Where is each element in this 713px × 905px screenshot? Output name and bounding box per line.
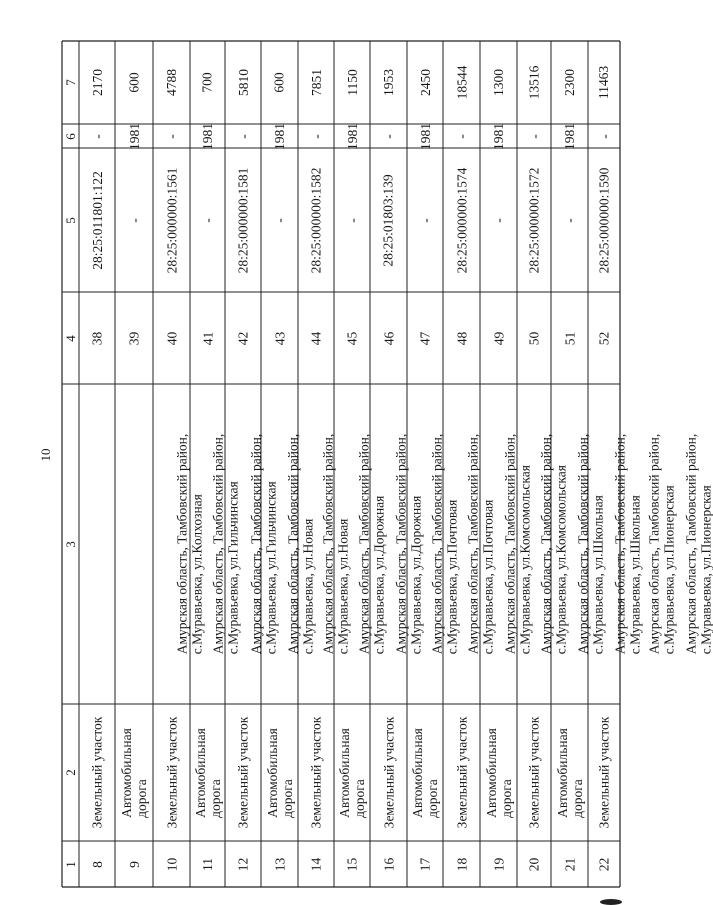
table-cell-idx: 50: [526, 331, 542, 345]
table-cell-type: Земельный участок: [596, 716, 612, 829]
table-cell-type: [334, 704, 370, 841]
table-cell-cad: -: [562, 217, 577, 223]
table-cell-area: 4788: [164, 69, 179, 96]
table-cell-cad: 28:25:000000:1582: [308, 167, 324, 273]
address-line-1: Амурская область, Тамбовский район,: [210, 433, 226, 655]
type-line-1: Автомобильная: [192, 727, 208, 818]
table-cell-area: 700: [200, 72, 215, 93]
table-cell-area: 5810: [235, 69, 251, 96]
table-cell-year: -: [89, 133, 105, 139]
column-header: [62, 292, 79, 384]
table-cell-cad: -: [272, 217, 287, 223]
table-cell-n: 11: [200, 857, 215, 871]
table-cell-idx: 52: [596, 331, 612, 345]
table-cell-type: Земельный участок: [308, 716, 324, 829]
address-line-2: с.Муравьевка, ул.Гильчинская: [225, 481, 241, 655]
table-cell-cad: -: [417, 217, 433, 223]
table-cell-year: 1981: [417, 122, 433, 150]
table-cell-area: 2300: [562, 69, 577, 96]
type-line-1: Автомобильная: [264, 727, 280, 818]
table-cell-year: -: [454, 133, 469, 139]
table-cell-type: Земельный участок: [454, 716, 470, 829]
address-line-1: Амурская область, Тамбовский район,: [575, 433, 591, 655]
table-cell-n: 13: [272, 857, 287, 871]
table-cell-n: 8: [89, 860, 105, 868]
table-cell-cad: 28:25:01803:139: [381, 173, 397, 267]
table-cell-cad: 28:25:000000:1581: [235, 167, 251, 273]
table-cell-type: Земельный участок: [89, 716, 105, 829]
table-cell-idx: 41: [200, 331, 215, 345]
table-cell-year: -: [308, 133, 324, 139]
table-cell-idx: 51: [562, 331, 577, 345]
address-line-2: с.Муравьевка, ул.Школьная: [627, 495, 643, 655]
address-line-2: с.Муравьевка, ул.Новая: [300, 518, 316, 655]
table-cell-year: 1981: [200, 122, 215, 150]
column-header: [62, 841, 79, 887]
table-cell-area: 1953: [381, 69, 396, 96]
table-cell-type: [480, 704, 517, 841]
table-cell-type: [551, 704, 588, 841]
type-line-1: Автомобильная: [410, 727, 425, 818]
table-cell-year: -: [596, 133, 612, 139]
address-line-2: с.Муравьевка, ул.Новая: [335, 518, 351, 655]
address-line-1: Амурская область, Тамбовский район,: [320, 433, 336, 655]
address-line-2: с.Муравьевка, ул.Почтовая: [444, 499, 460, 655]
table-cell-year: -: [235, 133, 251, 139]
table-cell-idx: 44: [308, 331, 324, 345]
table-cell-cad: -: [200, 217, 215, 223]
table-cell-idx: 39: [126, 331, 142, 345]
table-cell-year: -: [381, 133, 396, 139]
page-number: 10: [38, 448, 53, 462]
table-cell-area: 13516: [526, 65, 542, 100]
address-line-2: с.Муравьевка, ул.Почтовая: [480, 499, 496, 655]
column-header: [62, 384, 79, 704]
property-table: [62, 41, 713, 887]
type-line-2: дорога: [569, 778, 585, 818]
table-cell-n: 14: [308, 857, 324, 871]
column-header: [62, 124, 79, 148]
address-line-1: Амурская область, Тамбовский район,: [538, 433, 554, 655]
column-header-text: 5: [63, 216, 78, 224]
address-line-1: Амурская область, Тамбовский район,: [393, 433, 409, 655]
table-cell-n: 19: [491, 857, 506, 871]
address-line-1: Амурская область, Тамбовский район,: [646, 433, 662, 655]
table-cell-idx: 48: [454, 331, 469, 345]
table-cell-n: 22: [596, 857, 612, 871]
table-cell-area: 600: [272, 72, 287, 93]
table-cell-type: Земельный участок: [164, 716, 180, 829]
table-cell-year: 1981: [344, 122, 360, 150]
table-cell-area: 1150: [344, 69, 360, 96]
column-header: [62, 41, 79, 124]
table-cell-area: 11463: [596, 65, 612, 100]
address-line-1: Амурская область, Тамбовский район,: [248, 433, 264, 655]
table-cell-type: [407, 704, 443, 841]
table-cell-type: Земельный участок: [235, 716, 251, 829]
address-line-2: с.Муравьевка, ул.Гильчинская: [263, 481, 279, 655]
address-line-2: с.Муравьевка, ул.Колхозная: [189, 494, 205, 655]
table-cell-year: 1981: [126, 122, 142, 150]
address-line-2: с.Муравьевка, ул.Школьная: [590, 495, 606, 655]
table-cell-n: 10: [164, 857, 179, 871]
table-cell-cad: 28:25:000000:1574: [454, 167, 470, 273]
column-header: [62, 148, 79, 292]
table-cell-year: -: [526, 133, 542, 139]
column-header-text: 3: [63, 540, 78, 548]
table-cell-idx: 49: [491, 331, 506, 345]
table-cell-cad: 28:25:011801:122: [89, 170, 105, 270]
column-header-text: 2: [63, 769, 78, 776]
table-cell-idx: 43: [272, 331, 287, 345]
table-cell-year: -: [164, 133, 179, 139]
table-cell-idx: 45: [344, 331, 360, 345]
table-cell-type: Земельный участок: [381, 716, 397, 829]
table-cell-idx: 40: [164, 331, 179, 345]
address-line-2: с.Муравьевка, ул.Комсомольская: [517, 465, 533, 655]
address-line-2: с.Муравьевка, ул.Пионерская: [661, 485, 677, 655]
address-line-2: с.Муравьевка, ул.Пионерская: [698, 485, 713, 655]
column-header-text: 1: [63, 860, 78, 868]
table-cell-year: 1981: [491, 122, 506, 150]
table-cell-year: 1981: [562, 122, 577, 150]
address-line-2: с.Муравьевка, ул.Дорожная: [371, 495, 387, 655]
table-cell-n: 20: [526, 857, 542, 871]
table-cell-cad: -: [491, 217, 506, 223]
address-line-1: Амурская область, Тамбовский район,: [502, 433, 518, 655]
type-line-1: Автомобильная: [337, 727, 352, 818]
type-line-2: дорога: [425, 778, 440, 818]
address-line-1: Амурская область, Тамбовский район,: [429, 433, 445, 655]
table-cell-type: [190, 704, 225, 841]
table-cell-area: 7851: [308, 69, 324, 96]
table-cell-cad: -: [126, 217, 142, 223]
table-cell-addr: [79, 384, 205, 704]
table-cell-n: 12: [235, 857, 251, 871]
type-line-2: дорога: [498, 778, 514, 818]
table-cell-area: 1300: [491, 69, 506, 96]
column-header-text: 4: [63, 334, 78, 342]
column-header-text: 7: [63, 79, 78, 86]
table-cell-year: 1981: [272, 122, 287, 150]
table-cell-type: Земельный участок: [526, 716, 542, 829]
table-cell-cad: 28:25:000000:1590: [596, 167, 612, 273]
table-cell-cad: 28:25:000000:1572: [526, 167, 542, 273]
address-line-1: Амурская область, Тамбовский район,: [174, 433, 190, 655]
table-cell-n: 17: [417, 857, 433, 871]
table-cell-area: 18544: [454, 65, 469, 100]
type-line-2: дорога: [279, 778, 295, 818]
table-cell-n: 16: [381, 857, 396, 871]
type-line-2: дорога: [207, 778, 223, 818]
table-cell-idx: 38: [89, 331, 105, 345]
column-header-text: 6: [63, 132, 78, 140]
table-cell-idx: 47: [417, 331, 433, 345]
scan-smudge: [600, 899, 622, 905]
address-line-1: Амурская область, Тамбовский район,: [285, 433, 301, 655]
type-line-1: Автомобильная: [483, 727, 499, 818]
table-cell-idx: 42: [235, 331, 251, 345]
table-cell-n: 15: [344, 857, 360, 871]
table-cell-area: 600: [126, 72, 142, 93]
address-line-1: Амурская область, Тамбовский район,: [356, 433, 372, 655]
type-line-1: Автомобильная: [554, 727, 570, 818]
table-cell-idx: 46: [381, 331, 396, 345]
type-line-2: дорога: [352, 778, 367, 818]
table-cell-area: 2170: [89, 69, 105, 96]
table-cell-n: 9: [126, 860, 142, 868]
table-cell-cad: -: [344, 217, 360, 223]
column-header: [62, 704, 79, 841]
table-cell-area: 2450: [417, 69, 433, 96]
address-line-1: Амурская область, Тамбовский район,: [465, 433, 481, 655]
table-cell-cad: 28:25:000000:1561: [164, 167, 180, 273]
address-line-1: Амурская область, Тамбовский район,: [683, 433, 699, 655]
table-cell-n: 21: [562, 857, 577, 871]
address-line-1: Амурская область, Тамбовский район,: [612, 433, 628, 655]
address-line-2: с.Муравьевка, ул.Комсомольская: [553, 465, 569, 655]
type-line-2: дорога: [134, 778, 149, 818]
table-cell-n: 18: [454, 857, 469, 871]
table-cell-type: [261, 704, 298, 841]
type-line-1: Автомобильная: [119, 727, 134, 818]
table-cell-type: [115, 704, 153, 841]
address-line-2: с.Муравьевка, ул.Дорожная: [408, 495, 424, 655]
